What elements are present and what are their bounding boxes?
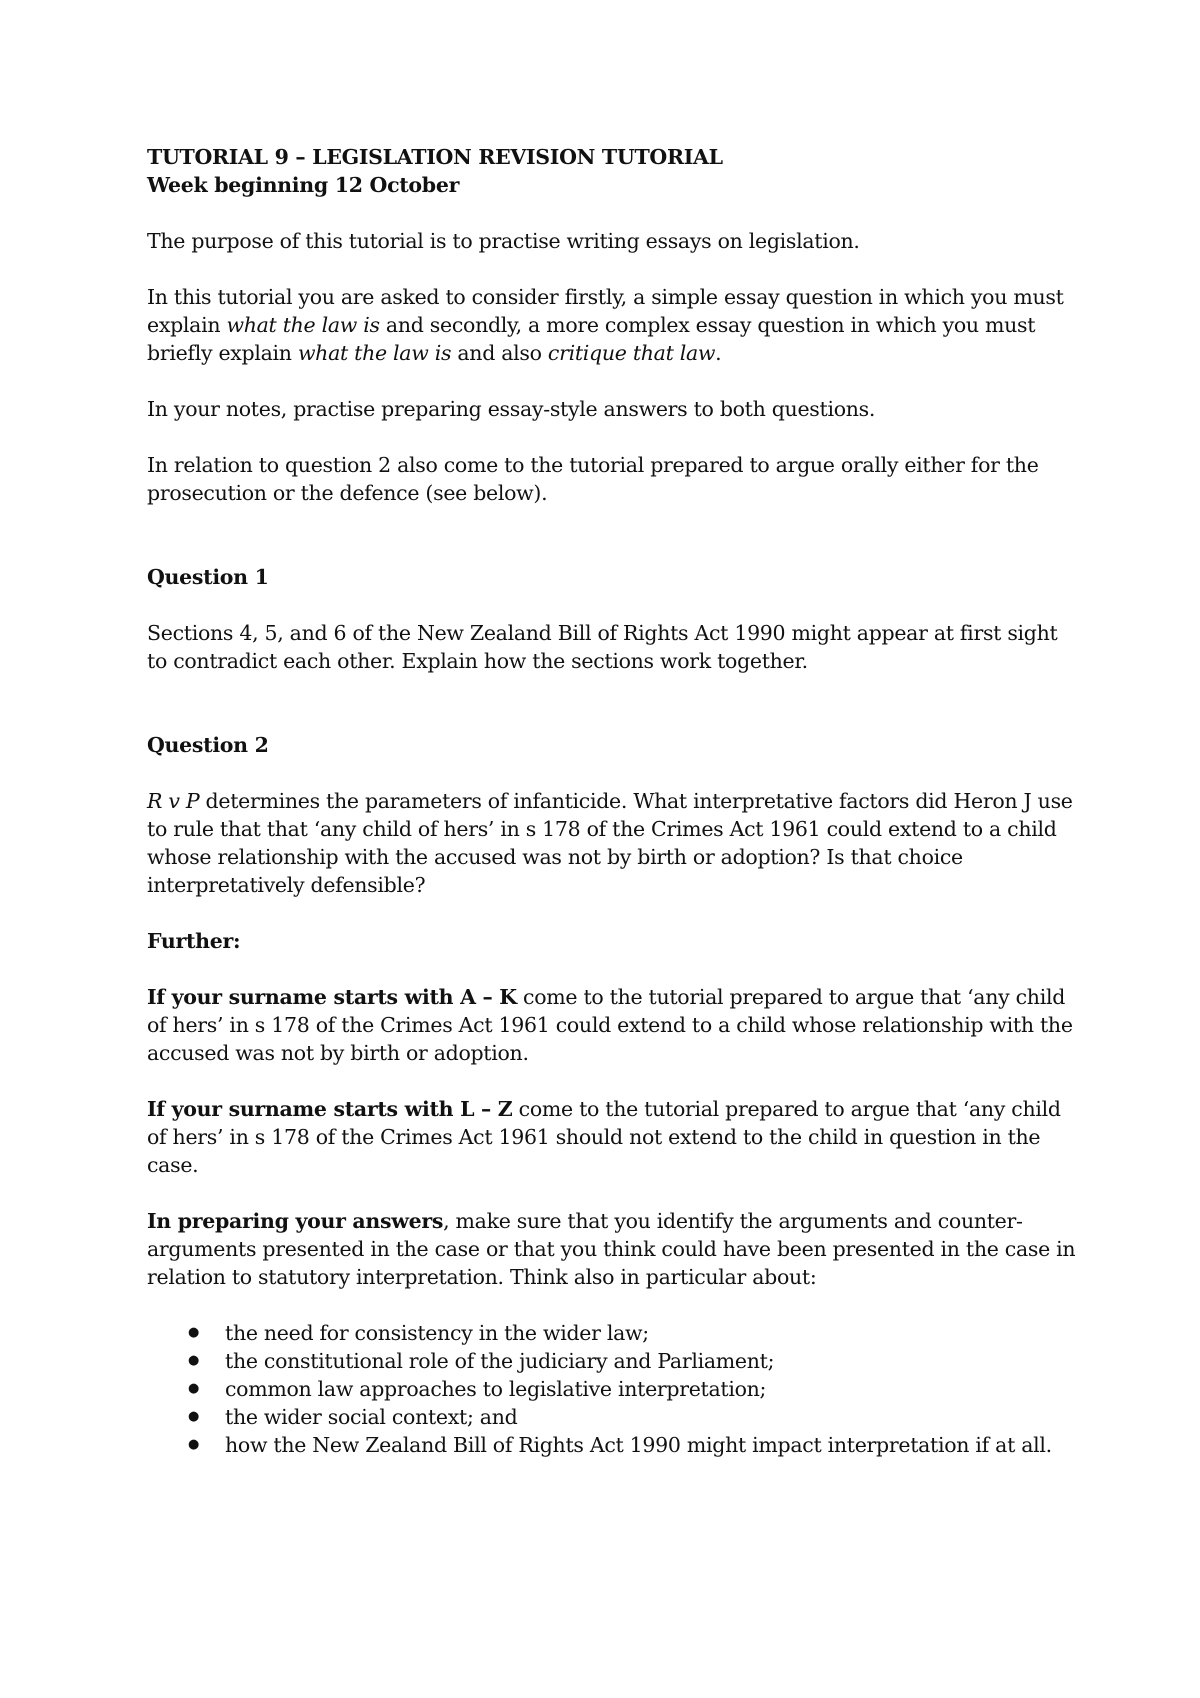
- consideration-list: [147, 1319, 1077, 1459]
- case-name: R v P: [147, 789, 200, 813]
- surname-a-k-paragraph: [147, 983, 1077, 1067]
- relation-paragraph: In relation to question 2 also come to the tutorial prepared to argue orally either for the prosecution or the defence (see below).: [147, 453, 1039, 505]
- notes-paragraph: In your notes, practise preparing essay-style answers to both questions.: [147, 397, 876, 421]
- document-title: TUTORIAL 9 – LEGISLATION REVISION TUTORIAL: [147, 145, 723, 169]
- preparing-text: , make sure that you identify the arguments and counter-arguments presented in the case or that you think could have been presented in the case in relation to statutory interpretation. Think also in particular about:: [147, 1209, 1076, 1289]
- surname-a-k-text: come to the tutorial prepared to argue that ‘any child of hers’ in s 178 of the Crimes Act 1961 could extend to a child whose relationship with the accused was not by birth or adoption.: [147, 985, 1073, 1065]
- further-heading: Further:: [147, 929, 241, 953]
- intro-emphasis-2: what the law is: [297, 341, 452, 365]
- surname-l-z-text: come to the tutorial prepared to argue that ‘any child of hers’ in s 178 of the Crimes Act 1961 should not extend to the child in question in the case.: [147, 1097, 1061, 1177]
- intro-text-4: .: [715, 341, 722, 365]
- surname-a-k-lead: If your surname starts with A – K: [147, 985, 517, 1009]
- document-subtitle: Week beginning 12 October: [147, 173, 460, 197]
- document-page: [147, 143, 1077, 1459]
- question-2-heading: Question 2: [147, 733, 269, 757]
- intro-emphasis-1: what the law is: [226, 313, 380, 337]
- list-item: ● the constitutional role of the judiciary and Parliament;: [147, 1347, 1077, 1375]
- list-item: ● the wider social context; and: [147, 1403, 1077, 1431]
- intro-text-1: In this tutorial you are asked to consider firstly, a simple essay question in which you must explain: [147, 285, 1064, 337]
- list-item: ● the need for consistency in the wider law;: [147, 1319, 1077, 1347]
- preparing-lead: In preparing your answers: [147, 1209, 444, 1233]
- intro-text-3: and also: [451, 341, 548, 365]
- question-1-heading: Question 1: [147, 565, 269, 589]
- intro-emphasis-3: critique that law: [547, 341, 716, 365]
- list-item: ● common law approaches to legislative interpretation;: [147, 1375, 1077, 1403]
- surname-l-z-paragraph: [147, 1095, 1077, 1179]
- preparing-paragraph: [147, 1207, 1077, 1291]
- surname-l-z-lead: If your surname starts with L – Z: [147, 1097, 513, 1121]
- intro-paragraph: [147, 283, 1077, 367]
- list-item: ● how the New Zealand Bill of Rights Act 1990 might impact interpretation if at all.: [147, 1431, 1077, 1459]
- question-1-body: Sections 4, 5, and 6 of the New Zealand Bill of Rights Act 1990 might appear at first sight to contradict each other. Explain how the sections work together.: [147, 621, 1058, 673]
- question-2-body: [147, 787, 1077, 899]
- purpose-paragraph: The purpose of this tutorial is to practise writing essays on legislation.: [147, 229, 860, 253]
- intro-text-2: and secondly, a more complex essay question in which you must briefly explain: [147, 313, 1036, 365]
- question-2-text: determines the parameters of infanticide. What interpretative factors did Heron J use to rule that that ‘any child of hers’ in s 178 of the Crimes Act 1961 could extend to a child whose relationship with the accused was not by birth or adoption? Is that choice interpretatively defensible?: [147, 789, 1073, 897]
